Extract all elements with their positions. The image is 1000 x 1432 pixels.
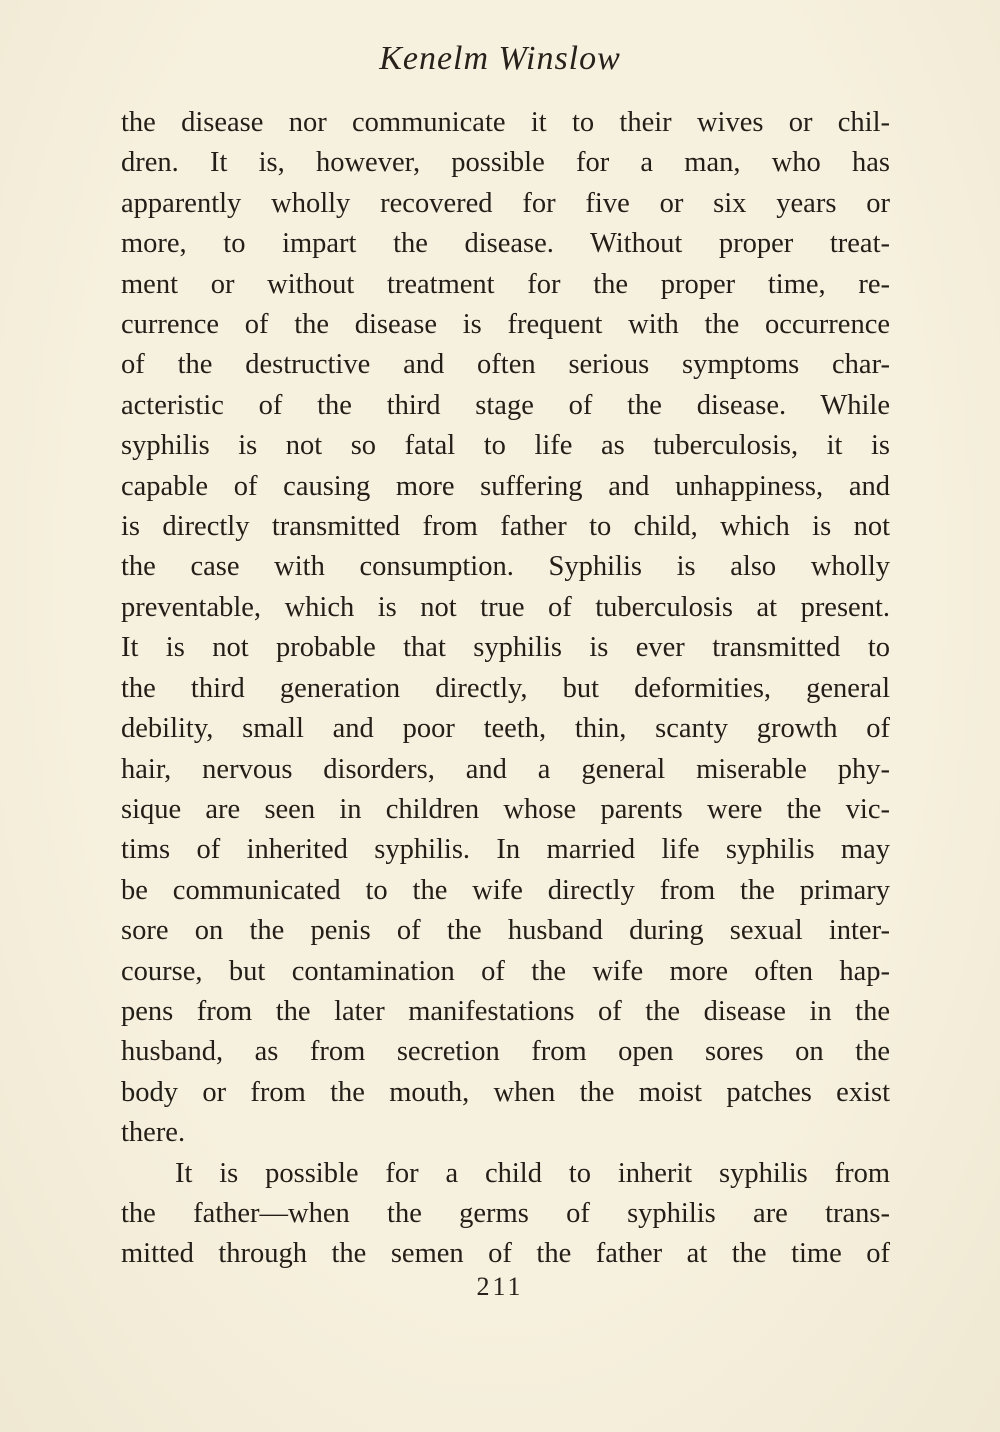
running-head: Kenelm Winslow <box>379 40 621 77</box>
text-line: It is not probable that syphilis is ever transmitted to <box>121 632 890 664</box>
text-line: sore on the penis of the husband during sexual inter- <box>121 915 890 947</box>
text-line: ment or without treatment for the proper time, re- <box>121 268 890 300</box>
text-line: is directly transmitted from father to child, which is not <box>121 511 890 543</box>
text-line: more, to impart the disease. Without proper treat- <box>121 228 890 260</box>
body-text <box>121 103 890 1275</box>
text-line: debility, small and poor teeth, thin, scanty growth of <box>121 713 890 745</box>
text-line: of the destructive and often serious symptoms char- <box>121 349 890 381</box>
text-line: the disease nor communicate it to their wives or chil- <box>121 107 890 138</box>
text-line: currence of the disease is frequent with the occurrence <box>121 309 890 341</box>
text-line: the case with consumption. Syphilis is also wholly <box>121 551 890 583</box>
text-line: hair, nervous disorders, and a general miserable phy- <box>121 753 890 785</box>
text-line: It is possible for a child to inherit syphilis from <box>175 1157 890 1189</box>
text-line: capable of causing more suffering and unhappiness, and <box>121 470 890 502</box>
text-line: body or from the mouth, when the moist patches exist <box>121 1076 890 1108</box>
text-line: mitted through the semen of the father at the time of <box>121 1238 890 1270</box>
text-line: husband, as from secretion from open sores on the <box>121 1036 890 1068</box>
text-line: dren. It is, however, possible for a man, who has <box>121 147 890 179</box>
text-line: be communicated to the wife directly from the primary <box>121 874 890 906</box>
text-line: course, but contamination of the wife more often hap- <box>121 955 890 987</box>
text-line: acteristic of the third stage of the disease. While <box>121 389 890 421</box>
text-line: preventable, which is not true of tuberculosis at present. <box>121 591 890 623</box>
text-line: tims of inherited syphilis. In married life syphilis may <box>121 834 890 866</box>
text-line: the father—when the germs of syphilis are trans- <box>121 1197 890 1229</box>
text-line: pens from the later manifestations of the disease in the <box>121 995 890 1027</box>
text-line: syphilis is not so fatal to life as tuberculosis, it is <box>121 430 890 462</box>
text-line: the third generation directly, but deformities, general <box>121 672 890 704</box>
page-number: 211 <box>476 1272 524 1301</box>
text-line: there. <box>121 1117 186 1149</box>
text-line: apparently wholly recovered for five or six years or <box>121 187 890 219</box>
text-line: sique are seen in children whose parents were the vic- <box>121 793 890 825</box>
